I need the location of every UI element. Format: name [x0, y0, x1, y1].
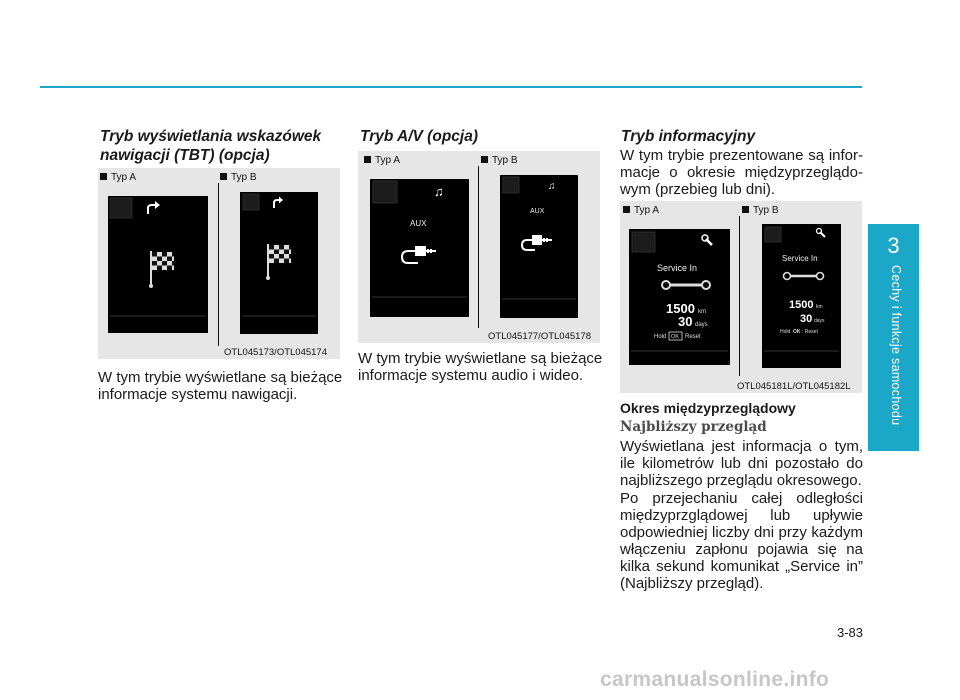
tbt-screen-b-graphic — [240, 192, 318, 334]
info-mode-intro: W tym trybie prezentowane są infor-macje o okresie międzyprzeglądo-wym (przebieg lub dni). — [620, 147, 863, 198]
next-service-subheading: Najbliższy przegląd — [620, 419, 767, 435]
wrench-icon — [817, 229, 826, 238]
tbt-mode-heading: Tryb wyświetlania wskazówek nawigacji (TBT) (opcja) — [100, 128, 322, 164]
hold-label: Hold — [780, 329, 791, 335]
service-screen-b-graphic — [762, 224, 841, 368]
chapter-number: 3 — [887, 233, 900, 258]
service-paragraph-2: Po przejechaniu całej odległości międzyprzglądowej lub upływie odpowiedniej liczby dni przy każdym włączeniu zapłonu pojawia się na kilka sekund komunikat „Service in” (Najbliższy przegląd). — [620, 490, 863, 592]
figure-divider — [218, 183, 219, 346]
svg-text:♫: ♫ — [434, 184, 444, 199]
av-mode-description: W tym trybie wyświetlane są bieżące informacje systemu audio i wideo. — [358, 350, 603, 384]
service-in-label: Service In — [782, 254, 818, 263]
km-unit: km — [816, 304, 823, 310]
watermark: carmanualsonline.info — [600, 668, 830, 691]
tbt-screen-type-b — [240, 192, 318, 334]
hold-label: Hold — [654, 334, 667, 340]
music-note-icon — [434, 184, 444, 199]
tbt-figure — [98, 168, 340, 359]
large-wrench-icon — [662, 281, 710, 289]
legend-type-a: Typ A — [364, 155, 400, 166]
legend-type-b: Typ B — [742, 205, 779, 216]
chapter-title: Cechy i funkcje samochodu — [889, 265, 903, 426]
turn-right-arrow-icon — [148, 201, 160, 214]
large-wrench-icon — [784, 273, 824, 280]
header-rule — [40, 86, 862, 88]
km-unit: km — [698, 309, 706, 315]
days-unit: days — [814, 318, 825, 324]
service-figure — [620, 201, 862, 393]
aux-label: AUX — [530, 208, 545, 215]
ok-label: OK — [671, 334, 679, 340]
service-screen-a-graphic — [629, 229, 730, 365]
av-screen-type-a — [370, 179, 469, 317]
tbt-screen-type-a — [108, 196, 208, 333]
legend-type-a: Typ A — [623, 205, 659, 216]
av-screen-b-graphic — [500, 175, 578, 318]
av-figure — [358, 151, 600, 343]
aux-cable-icon — [522, 236, 552, 250]
svg-text:♫: ♫ — [548, 181, 556, 192]
figure-code: OTL045177/OTL045178 — [488, 331, 591, 342]
av-mode-heading: Tryb A/V (opcja) — [360, 128, 478, 145]
tbt-screen-a-graphic — [108, 196, 208, 333]
music-note-icon — [548, 181, 556, 192]
av-screen-type-b — [500, 175, 578, 318]
service-paragraph-1: Wyświetlana jest informacja o tym, ile kilometrów lub dni pozostało do najbliższego przeglądu okresowego. — [620, 438, 863, 489]
checkered-flag-icon — [149, 251, 174, 288]
aux-cable-icon — [402, 247, 436, 263]
page-number: 3-83 — [836, 625, 863, 640]
ok-label: OK — [793, 329, 801, 335]
checkered-flag-icon — [266, 244, 291, 280]
aux-label: AUX — [410, 219, 427, 228]
service-screen-type-a — [629, 229, 730, 365]
figure-divider — [739, 216, 740, 376]
turn-right-arrow-icon — [274, 197, 283, 209]
tbt-mode-description: W tym trybie wyświetlane są bieżące informacje systemu nawigacji. — [98, 369, 343, 403]
days-value: 30 — [678, 314, 693, 329]
wrench-icon — [702, 235, 712, 245]
figure-divider — [478, 166, 479, 328]
reset-label: Reset — [685, 334, 701, 340]
days-unit: days — [695, 322, 708, 328]
info-mode-heading: Tryb informacyjny — [621, 128, 756, 145]
km-value: 1500 — [666, 301, 695, 316]
figure-code: OTL045173/OTL045174 — [224, 347, 327, 358]
legend-type-b: Typ B — [481, 155, 518, 166]
service-screen-type-b — [762, 224, 841, 368]
days-value: 30 — [800, 313, 813, 325]
service-interval-subheading: Okres międzyprzeglądowy — [620, 400, 796, 416]
legend-type-b: Typ B — [220, 172, 257, 183]
reset-label: : Reset — [802, 329, 818, 335]
legend-type-a: Typ A — [100, 172, 136, 183]
km-value: 1500 — [789, 299, 814, 311]
av-screen-a-graphic — [370, 179, 469, 317]
figure-code: OTL045181L/OTL045182L — [737, 381, 851, 392]
service-in-label: Service In — [657, 263, 698, 273]
